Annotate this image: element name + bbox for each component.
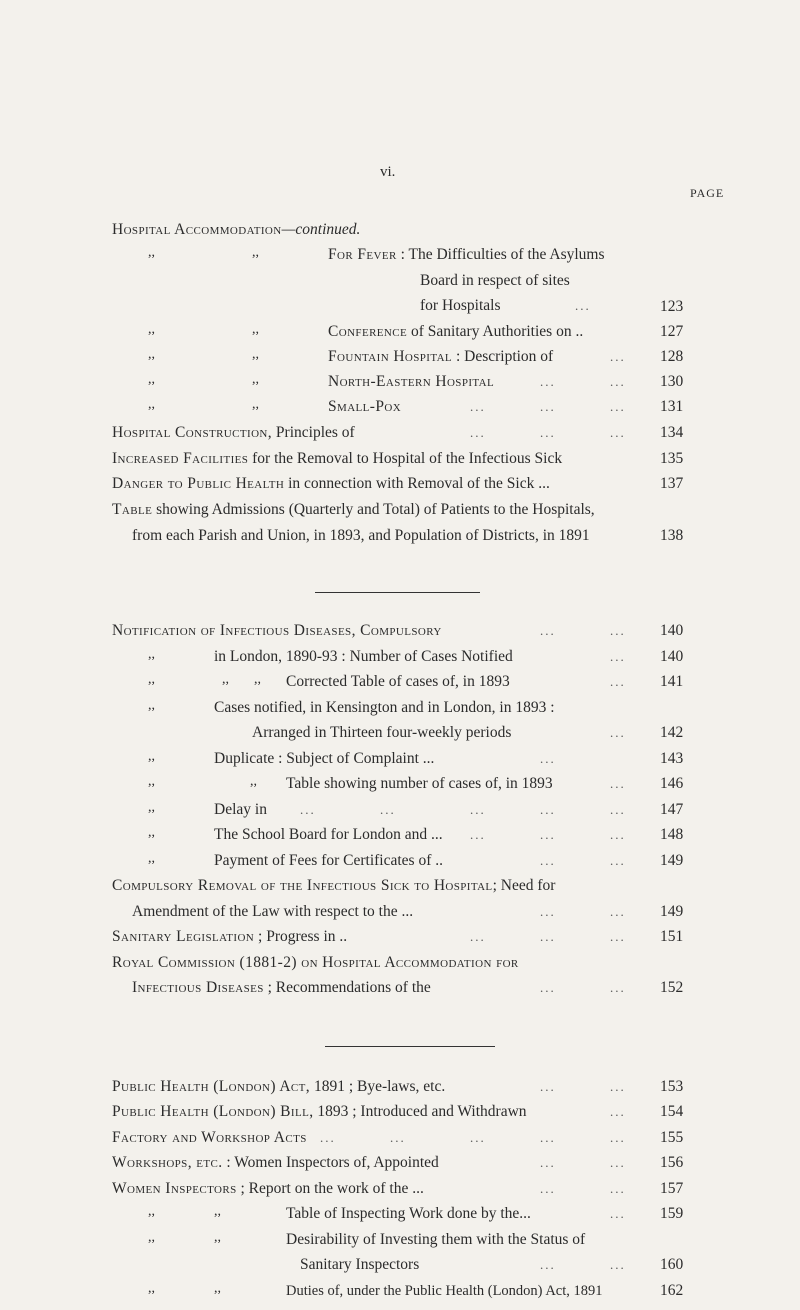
leader-dots: ... <box>540 751 556 766</box>
page-ref: 157 <box>660 1180 684 1197</box>
ditto-mark: ,, <box>148 647 155 662</box>
leader-dots: ... <box>540 929 556 944</box>
leader-dots: ... <box>470 827 486 842</box>
entry-table-admissions-line2: from each Parish and Union, in 1893, and Population of Districts, in 1891 <box>132 527 590 544</box>
page-ref: 128 <box>660 348 684 365</box>
page-ref: 130 <box>660 373 684 390</box>
leader-dots: ... <box>390 1130 406 1145</box>
entry-conference: Conference of Sanitary Authorities on .. <box>328 323 584 340</box>
page-ref: 140 <box>660 648 684 665</box>
leader-dots: ... <box>610 1206 626 1221</box>
leader-dots: ... <box>320 1130 336 1145</box>
leader-dots: ... <box>470 1130 486 1145</box>
ditto-mark: ,, <box>148 698 155 713</box>
ditto-mark: ,, <box>252 372 259 387</box>
entry-small-pox: Small-Pox <box>328 398 402 415</box>
leader-dots: ... <box>610 399 626 414</box>
page-ref: 123 <box>660 298 684 315</box>
leader-dots: ... <box>380 802 396 817</box>
entry-compulsory-removal: Compulsory Removal of the Infectious Sick to Hospital; Need for <box>112 877 556 894</box>
ditto-mark: ,, <box>148 672 155 687</box>
leader-dots: ... <box>540 827 556 842</box>
leader-dots: ... <box>610 853 626 868</box>
entry-school-board: The School Board for London and ... <box>214 826 443 843</box>
entry-labour-commission <box>12 1290 33 1310</box>
leader-dots: ... <box>610 904 626 919</box>
ditto-mark: ,, <box>148 347 155 362</box>
leader-dots: ... <box>540 1079 556 1094</box>
page-ref: 135 <box>660 450 684 467</box>
ditto-mark: ,, <box>148 749 155 764</box>
page-ref: 147 <box>660 801 684 818</box>
page-ref: 146 <box>660 775 684 792</box>
entry-cases-notified: Cases notified, in Kensington and in London, in 1893 : <box>214 699 555 716</box>
leader-dots: ... <box>610 1079 626 1094</box>
ditto-mark: ,, <box>148 372 155 387</box>
leader-dots: ... <box>540 1257 556 1272</box>
ditto-mark: ,, <box>148 1230 155 1245</box>
page-ref: 142 <box>660 724 684 741</box>
page-ref: 127 <box>660 323 684 340</box>
leader-dots: ... <box>470 802 486 817</box>
leader-dots: ... <box>610 1181 626 1196</box>
ditto-mark: ,, <box>222 672 229 687</box>
entry-workshops: Workshops, etc. : Women Inspectors of, Appointed <box>112 1154 439 1171</box>
leader-dots: ... <box>540 853 556 868</box>
entry-public-health-act: Public Health (London) Act, 1891 ; Bye-laws, etc. <box>112 1078 446 1095</box>
entry-for-fever-line3: for Hospitals <box>420 297 501 314</box>
ditto-mark: ,, <box>250 774 257 789</box>
page-ref: 138 <box>660 527 684 544</box>
leader-dots: ... <box>540 1130 556 1145</box>
ditto-mark: ,, <box>148 774 155 789</box>
page-ref: 155 <box>660 1129 684 1146</box>
leader-dots: ... <box>540 399 556 414</box>
page-ref: 149 <box>660 903 684 920</box>
ditto-mark: ,, <box>148 825 155 840</box>
page-ref: 153 <box>660 1078 684 1095</box>
page-ref: 137 <box>660 475 684 492</box>
section-divider <box>325 1046 495 1047</box>
entry-hospital-construction: Hospital Construction, Principles of <box>112 424 355 441</box>
leader-dots: ... <box>610 425 626 440</box>
leader-dots: ... <box>540 374 556 389</box>
ditto-mark: ,, <box>214 1204 221 1219</box>
page-ref: 148 <box>660 826 684 843</box>
ditto-mark: ,, <box>148 245 155 260</box>
section-divider <box>315 592 480 593</box>
entry-fountain-hospital: Fountain Hospital : Description of <box>328 348 554 365</box>
ditto-mark: ,, <box>254 672 261 687</box>
entry-compulsory-removal-line2: Amendment of the Law with respect to the ... <box>132 903 414 920</box>
entry-duplicate: Duplicate : Subject of Complaint ... <box>214 750 435 767</box>
entry-corrected-table: Corrected Table of cases of, in 1893 <box>286 673 510 690</box>
page-ref: 140 <box>660 622 684 639</box>
leader-dots: ... <box>470 425 486 440</box>
ditto-mark: ,, <box>148 851 155 866</box>
leader-dots: ... <box>610 1155 626 1170</box>
entry-increased-facilities: Increased Facilities for the Removal to Hospital of the Infectious Sick <box>112 450 563 467</box>
leader-dots: ... <box>300 802 316 817</box>
entry-duties: Duties of, under the Public Health (London) Act, 1891 <box>286 1283 603 1299</box>
leader-dots: ... <box>575 298 591 313</box>
entry-cases-notified-line2: Arranged in Thirteen four-weekly periods <box>252 724 512 741</box>
page-number: vi. <box>380 164 396 180</box>
entry-in-london: in London, 1890-93 : Number of Cases Notified <box>214 648 513 665</box>
leader-dots: ... <box>470 929 486 944</box>
entry-delay: Delay in <box>214 801 267 818</box>
ditto-mark: ,, <box>148 800 155 815</box>
page-ref: 162 <box>660 1282 684 1299</box>
entry-danger-public-health: Danger to Public Health in connection with Removal of the Sick ... <box>112 475 550 492</box>
page-column-label: PAGE <box>690 186 725 200</box>
entry-payment-of-fees: Payment of Fees for Certificates of .. <box>214 852 443 869</box>
page-ref: 160 <box>660 1256 684 1273</box>
entry-royal-commission-line2: Infectious Diseases ; Recommendations of the <box>132 979 431 996</box>
ditto-mark: ,, <box>214 1230 221 1245</box>
ditto-mark: ,, <box>252 322 259 337</box>
leader-dots: ... <box>610 776 626 791</box>
entry-sanitary-legislation: Sanitary Legislation ; Progress in .. <box>112 928 348 945</box>
leader-dots: ... <box>610 1130 626 1145</box>
page-ref: 134 <box>660 424 684 441</box>
leader-dots: ... <box>610 929 626 944</box>
entry-table-showing-cases: Table showing number of cases of, in 1893 <box>286 775 553 792</box>
entry-desirability: Desirability of Investing them with the Status of <box>286 1231 586 1248</box>
page-ref: 159 <box>660 1205 684 1222</box>
ditto-mark: ,, <box>148 322 155 337</box>
leader-dots: ... <box>610 674 626 689</box>
leader-dots: ... <box>540 904 556 919</box>
page-ref: 149 <box>660 852 684 869</box>
leader-dots: ... <box>610 374 626 389</box>
page-ref: 152 <box>660 979 684 996</box>
entry-public-health-bill: Public Health (London) Bill, 1893 ; Introduced and Withdrawn <box>112 1103 527 1120</box>
entry-north-eastern-hospital: North-Eastern Hospital <box>328 373 495 390</box>
section-heading-hospital-accommodation: Hospital Accommodation—continued. <box>112 221 361 238</box>
leader-dots: ... <box>610 802 626 817</box>
ditto-mark: ,, <box>148 1281 155 1296</box>
leader-dots: ... <box>610 349 626 364</box>
leader-dots: ... <box>610 649 626 664</box>
entry-table-inspecting-work: Table of Inspecting Work done by the... <box>286 1205 531 1222</box>
entry-factory-workshop-acts: Factory and Workshop Acts <box>112 1129 307 1146</box>
leader-dots: ... <box>540 802 556 817</box>
entry-for-fever: For Fever : The Difficulties of the Asylums <box>328 246 605 263</box>
leader-dots: ... <box>610 827 626 842</box>
leader-dots: ... <box>610 980 626 995</box>
page-ref: 141 <box>660 673 684 690</box>
page-ref: 131 <box>660 398 684 415</box>
page-ref <box>31 1299 33 1300</box>
entry-desirability-line2: Sanitary Inspectors <box>300 1256 420 1273</box>
entry-women-inspectors: Women Inspectors ; Report on the work of the ... <box>112 1180 424 1197</box>
leader-dots: ... <box>610 623 626 638</box>
leader-dots: ... <box>470 399 486 414</box>
ditto-mark: ,, <box>252 245 259 260</box>
entry-table-admissions: Table showing Admissions (Quarterly and Total) of Patients to the Hospitals, <box>112 501 595 518</box>
ditto-mark <box>12 1299 13 1300</box>
ditto-mark: ,, <box>252 347 259 362</box>
leader-dots: ... <box>540 623 556 638</box>
leader-dots: ... <box>610 725 626 740</box>
section-heading-notification: Notification of Infectious Diseases, Compulsory <box>112 622 442 639</box>
page-ref: 156 <box>660 1154 684 1171</box>
page-ref: 143 <box>660 750 684 767</box>
entry-royal-commission: Royal Commission (1881-2) on Hospital Accommodation for <box>112 954 519 971</box>
ditto-mark: ,, <box>148 1204 155 1219</box>
leader-dots: ... <box>610 1257 626 1272</box>
ditto-mark: ,, <box>148 397 155 412</box>
leader-dots: ... <box>540 1181 556 1196</box>
page-ref: 151 <box>660 928 684 945</box>
ditto-mark: ,, <box>252 397 259 412</box>
ditto-mark: ,, <box>214 1281 221 1296</box>
entry-for-fever-line2: Board in respect of sites <box>420 272 570 289</box>
leader-dots: ... <box>540 425 556 440</box>
leader-dots: ... <box>610 1104 626 1119</box>
leader-dots: ... <box>540 1155 556 1170</box>
leader-dots: ... <box>540 980 556 995</box>
page-ref: 154 <box>660 1103 684 1120</box>
